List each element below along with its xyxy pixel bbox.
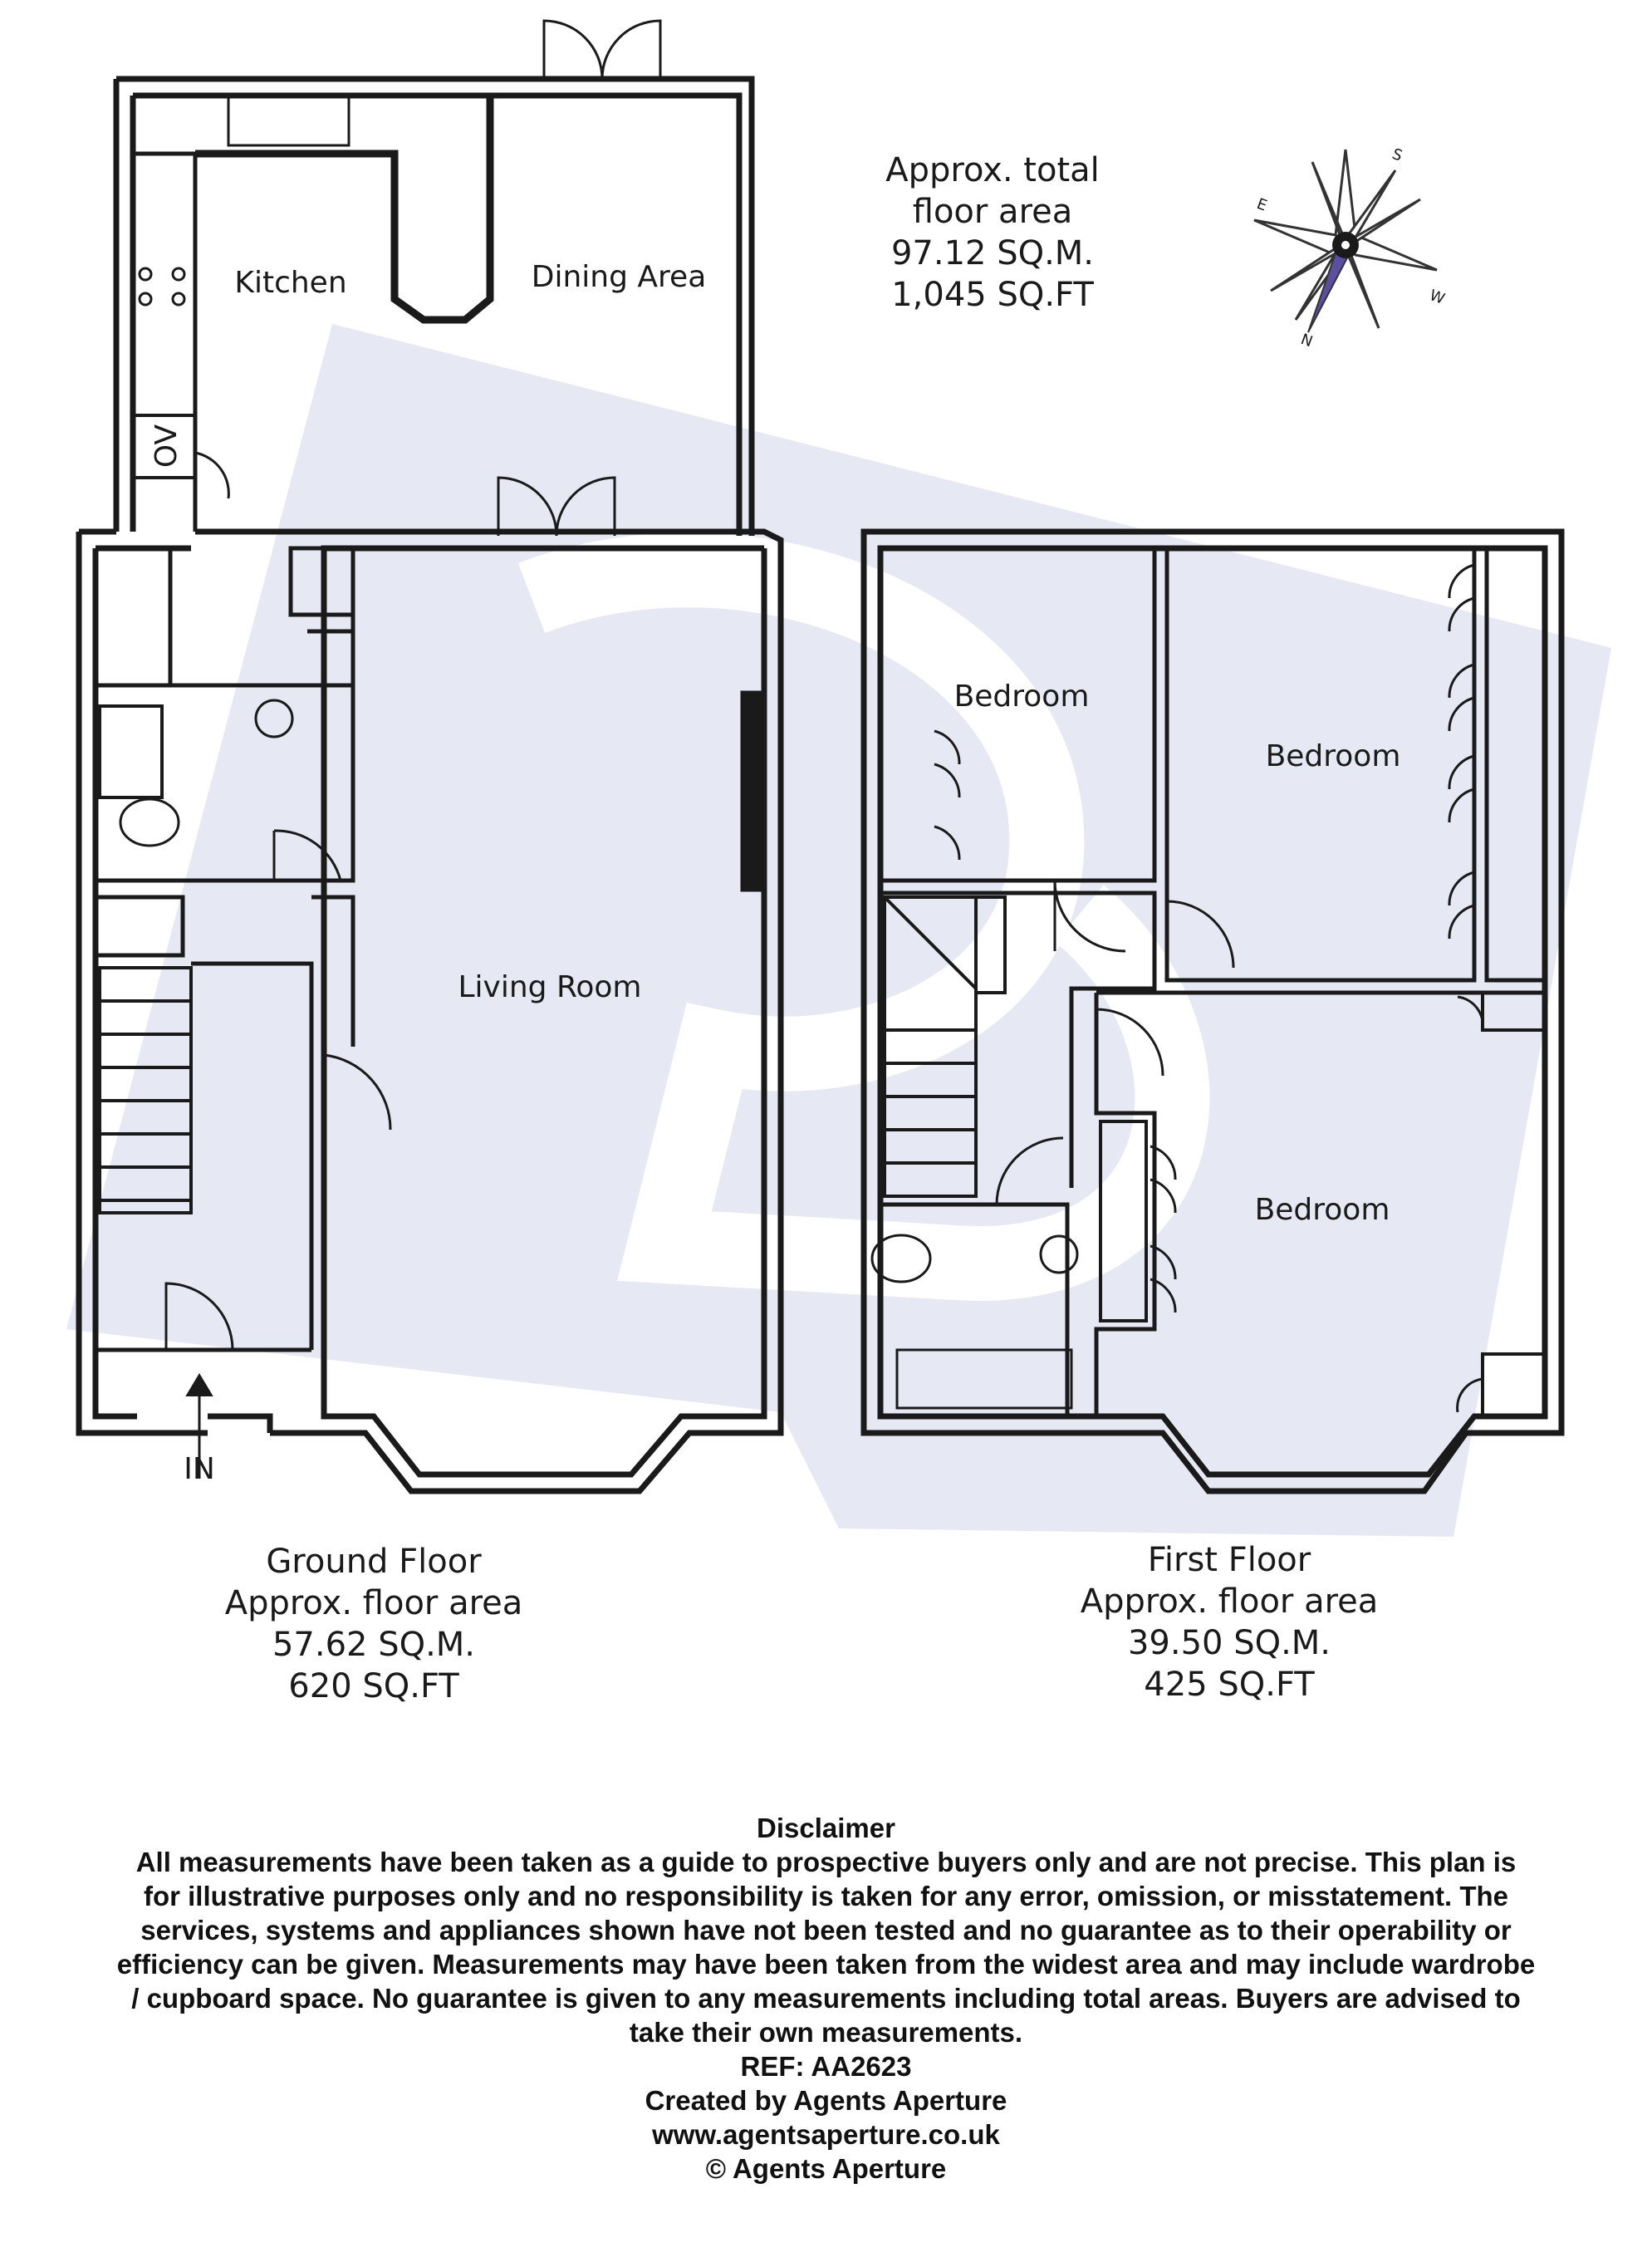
first-floor-area-block <box>1022 1539 1437 1705</box>
dining-area-label: Dining Area <box>531 260 707 294</box>
kitchen-label: Kitchen <box>234 266 347 300</box>
copyright: © Agents Aperture <box>705 2153 947 2184</box>
disclaimer-heading: Disclaimer <box>757 1813 895 1843</box>
living-room-label: Living Room <box>458 970 642 1004</box>
ground-floor-sqm: 57.62 SQ.M. <box>272 1626 476 1664</box>
reference-number: REF: AA2623 <box>740 2051 912 2082</box>
disclaimer-line: All measurements have been taken as a guide to prospective buyers only and are not precise. This plan is <box>135 1847 1517 1877</box>
disclaimer-line: / cupboard space. No guarantee is given to any measurements including total areas. Buyers are advised to <box>131 1983 1521 2014</box>
compass-rose-icon <box>1254 145 1447 351</box>
total-area-line1: Approx. total <box>885 151 1100 189</box>
bedroom-1-label: Bedroom <box>953 680 1090 714</box>
french-doors-rear <box>544 21 660 79</box>
ground-floor-area-label: Approx. floor area <box>224 1584 523 1622</box>
first-floor-area-label: Approx. floor area <box>1080 1582 1379 1621</box>
ground-floor-sqft: 620 SQ.FT <box>288 1667 459 1705</box>
created-by: Created by Agents Aperture <box>645 2085 1007 2116</box>
compass-south-label: S <box>1390 145 1405 165</box>
kitchen-counter <box>133 154 195 532</box>
bedroom-2-label: Bedroom <box>1265 739 1401 773</box>
bedroom-3-label: Bedroom <box>1254 1193 1390 1227</box>
oven-label: OV <box>150 424 184 469</box>
disclaimer-line: for illustrative purposes only and no responsibility is taken for any error, omission, or misstatement. The <box>143 1881 1509 1911</box>
disclaimer-line: efficiency can be given. Measurements may have been taken from the widest area and may include wardrobe <box>116 1949 1536 1980</box>
disclaimer-block <box>12 1811 1640 2186</box>
disclaimer-line: services, systems and appliances shown have not been tested and no guarantee as to their operability or <box>140 1915 1512 1945</box>
compass-west-label: W <box>1427 286 1448 308</box>
total-area-block <box>855 150 1130 316</box>
total-area-sqft: 1,045 SQ.FT <box>891 276 1094 314</box>
first-floor-sqm: 39.50 SQ.M. <box>1127 1624 1331 1662</box>
total-area-sqm: 97.12 SQ.M. <box>890 234 1095 272</box>
total-area-line2: floor area <box>912 193 1073 231</box>
compass-north-label: N <box>1298 330 1316 351</box>
website-link[interactable]: www.agentsaperture.co.uk <box>652 2119 1000 2150</box>
compass-east-label: E <box>1254 194 1270 215</box>
ground-floor-area-block <box>166 1541 581 1707</box>
chimney-breast <box>743 694 764 889</box>
watermark-logo <box>66 324 1611 1537</box>
ground-floor-title: Ground Floor <box>266 1543 482 1581</box>
disclaimer-line: take their own measurements. <box>629 2017 1023 2048</box>
entrance-label: IN <box>184 1452 215 1486</box>
first-floor-title: First Floor <box>1147 1541 1311 1579</box>
first-floor-sqft: 425 SQ.FT <box>1144 1666 1315 1704</box>
